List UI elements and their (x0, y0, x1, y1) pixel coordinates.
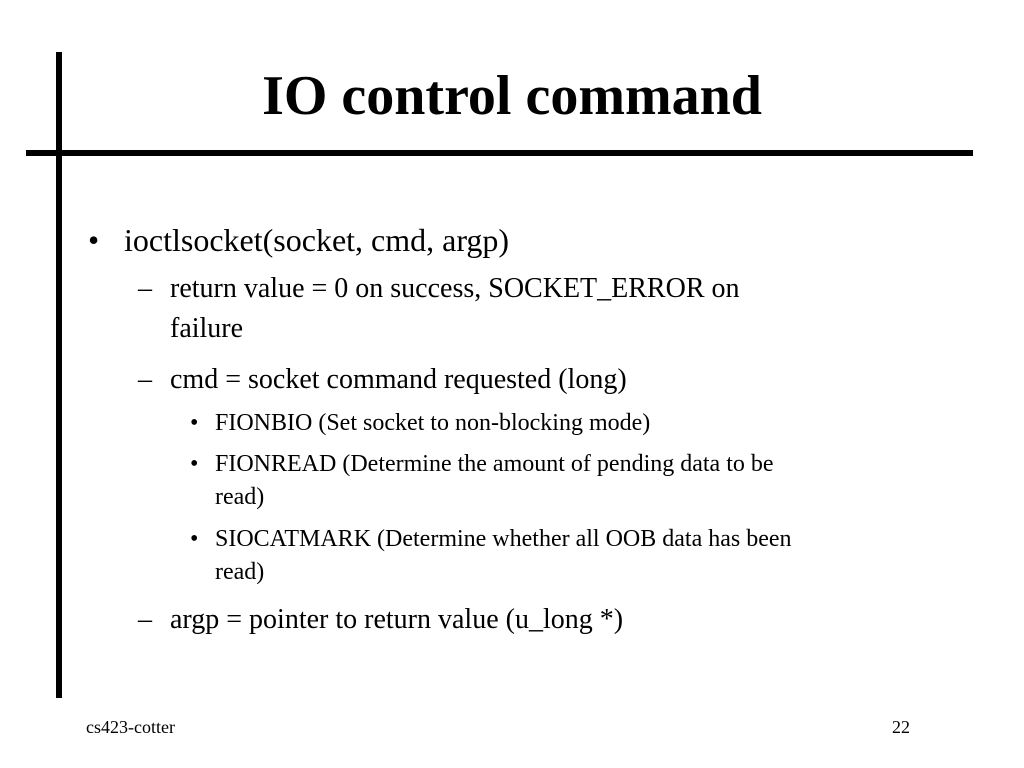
sub-sub-bullet-text: SIOCATMARK (Determine whether all OOB data has been (215, 526, 792, 552)
page-number: 22 (892, 717, 910, 737)
sub-bullet-text: failure (170, 313, 244, 344)
sub-sub-bullet-marker: • (190, 410, 199, 436)
bullet-text: ioctlsocket(socket, cmd, argp) (124, 222, 510, 258)
vertical-rule (56, 52, 62, 698)
sub-sub-bullet-text: read) (215, 559, 265, 585)
sub-bullet-marker: – (138, 364, 152, 395)
sub-sub-bullet-marker: • (190, 451, 199, 477)
footer-course-label: cs423-cotter (86, 717, 175, 737)
sub-bullet-text: return value = 0 on success, SOCKET_ERROR on (170, 273, 740, 304)
sub-bullet-text: cmd = socket command requested (long) (170, 364, 627, 395)
sub-sub-bullet-text: FIONREAD (Determine the amount of pending data to be (215, 451, 774, 477)
sub-bullet-marker: – (138, 273, 152, 304)
horizontal-rule (26, 150, 973, 156)
sub-sub-bullet-text: read) (215, 484, 265, 510)
sub-sub-bullet-text: FIONBIO (Set socket to non-blocking mode) (215, 410, 651, 436)
sub-bullet-text: argp = pointer to return value (u_long *) (170, 604, 624, 635)
sub-sub-bullet-marker: • (190, 526, 199, 552)
sub-bullet-marker: – (138, 604, 152, 635)
slide-title: IO control command (262, 65, 762, 127)
bullet-marker: • (88, 222, 100, 258)
